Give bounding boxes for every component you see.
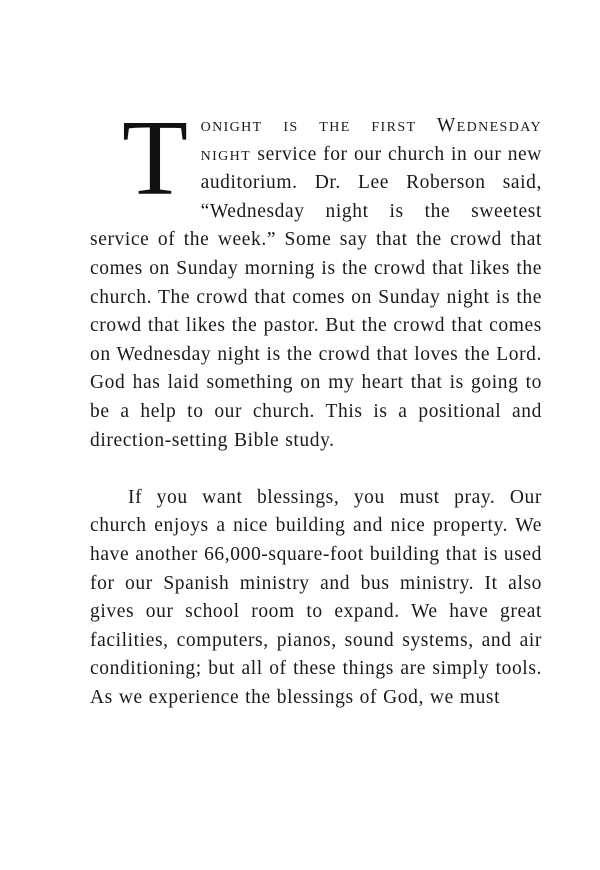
paragraph-1-body: service for our church in our new auditorium. Dr. Lee Roberson said, “Wednesday night is the sweetest service of the week.” Some say that the crowd that comes on Sunday morning is the crowd that likes the church. The crowd that comes on Sunday night is the crowd that likes the pastor. But the crowd that comes on Wednesday night is the crowd that loves the Lord. God has laid something on my heart that is going to be a help to our church. This is a positional and direction-setting Bible study. [90, 143, 542, 451]
paragraph-1 [90, 99, 542, 455]
book-page [90, 99, 542, 812]
paragraph-2: If you want blessings, you must pray. Our church enjoys a nice building and nice property. We have another 66,000-square-foot building that is used for our Spanish ministry and bus ministry. It also gives our school room to expand. We have great facilities, computers, pianos, sound systems, and air conditioning; but all of these things are simply tools. As we experience the blessings of God, we must [90, 486, 542, 708]
drop-cap: T [122, 99, 189, 218]
small-caps-lead: onight is the first Wednesday night [200, 115, 542, 165]
